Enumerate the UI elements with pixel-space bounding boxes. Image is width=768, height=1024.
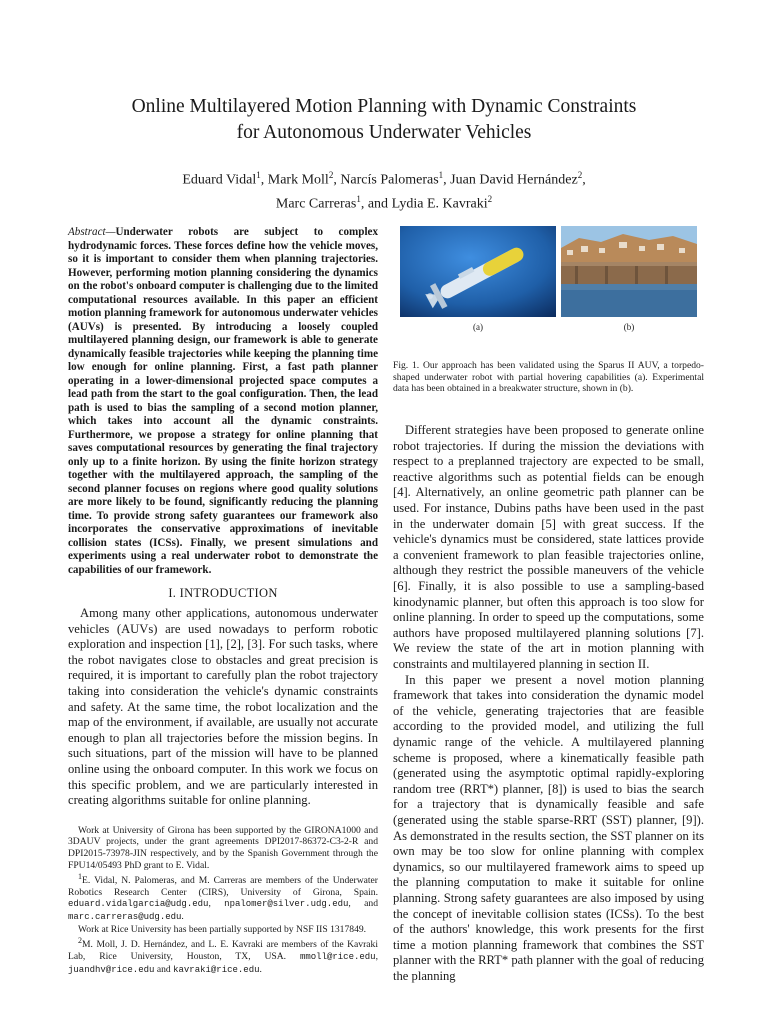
author-affiliation: 1 <box>356 193 361 204</box>
author-separator: , <box>443 172 451 188</box>
author-list <box>60 166 708 213</box>
email-link[interactable]: kavraki@rice.edu <box>173 964 260 975</box>
subfigure-label-b: (b) <box>623 322 635 332</box>
author-line-2 <box>60 190 708 214</box>
author-separator: , and <box>360 196 392 212</box>
breakwater-image <box>561 226 697 317</box>
author-name: Marc Carreras <box>275 196 357 212</box>
footnote-text: E. Vidal, N. Palomeras, and M. Carreras are members of the Underwater Robotics Research Center (CIRS), University of Girona, Spain. <box>68 875 378 898</box>
paper-title <box>60 94 708 146</box>
intro-paragraph: Among many other applications, autonomous underwater vehicles (AUVs) are used nowadays to perform robotic exploration and inspection [1], [2], [3]. For such tasks, where the robot navigates close to obstacles and great precision is required, it is important to carefully plan the robot trajectory taking into consideration the vehicle's dynamic constraints and safety. At the same time, the robot localization and the map of the environment, if available, are usually not accurate enough to plan all trajectories before the mission begins. In such situations, part of the mission will have to be planned online using the onboard computer. In this work we focus on this specific problem, and we are particularly interested in creating algorithms suitable for online planning. <box>68 606 378 808</box>
sparus-auv-image <box>400 226 556 317</box>
auv-photo <box>400 226 556 317</box>
subfigure-label-a: (a) <box>473 322 483 332</box>
author-name: Lydia E. Kavraki <box>391 196 488 212</box>
email-link[interactable]: marc.carreras@udg.edu <box>68 912 182 923</box>
author-separator: , <box>333 172 341 188</box>
figure-caption: Fig. 1. Our approach has been validated using the Sparus II AUV, a torpedo-shaped underwater robot with partial hovering capabilities (a). Experimental data has been obtained in a breakwater structure, shown in (b). <box>393 360 704 395</box>
body-paragraph: Different strategies have been proposed to generate online robot trajectories. If during the mission the deviations with respect to a preplanned trajectory are expected to be small, reactive algorithms such as potential fields can be enough [4]. Alternatively, an online geometric path planner can be used. For instance, Dubins paths have been used in the past in the underwater domain [5] with great success. If the vehicle's dynamics must be considered, state lattices provide a convenient framework to plan feasible trajectories online, although they restrict the possible maneuvers of the vehicle [6]. Finally, it is also possible to use a sampling-based kinodynamic planner, but often this approach is too slow for online planning. In order to speed up the computations, some authors have proposed multilayered planning solutions [7]. We review the state of the art in motion planning with constraints and multilayered planning in section II. <box>393 423 704 672</box>
right-column <box>393 226 704 984</box>
footnote-funding-girona: Work at University of Girona has been supported by the GIRONA1000 and 3DAUV projects, under the grant agreements DPI2017-86372-C3-2-R and DPI2015-73978-JIN respectively, and by the Spanish Government through the FPU14/05493 PhD grant to E. Vidal. <box>68 824 378 871</box>
footnote-funding-rice: Work at Rice University has been partially supported by NSF IIS 1317849. <box>78 923 367 935</box>
author-name: Narcís Palomeras <box>340 172 439 188</box>
author-name: Mark Moll <box>267 172 329 188</box>
footnote-conjunction: and <box>364 898 378 910</box>
breakwater-photo <box>561 226 697 317</box>
author-affiliation: 1 <box>256 170 261 180</box>
email-link[interactable]: juandhv@rice.edu <box>68 964 155 975</box>
section-heading-introduction: I. INTRODUCTION <box>168 586 278 600</box>
footnote-conjunction: and <box>156 963 171 975</box>
author-affiliation: 2 <box>328 170 334 180</box>
email-link[interactable]: mmoll@rice.edu <box>299 952 376 963</box>
right-column-text <box>393 423 704 984</box>
author-affiliation: 2 <box>577 170 583 180</box>
title-line-1: Online Multilayered Motion Planning with Dynamic Constraints <box>131 96 637 117</box>
footnote-marker: 2 <box>78 936 82 946</box>
footnote-text: M. Moll, J. D. Hernández, and L. E. Kavraki are members of the Kavraki Lab, Rice University, Houston, TX, USA. <box>68 939 378 963</box>
author-line-1 <box>60 166 708 190</box>
author-separator: , <box>260 172 268 188</box>
footnote-affiliation-girona: $^1$E. Vidal, N. Palomeras, and M. Carreras are members of the Underwater Robotics Research Center (CIRS), University of Girona, Spain. eduard.vidalgarcia@udg.edu, npalomer@silver.udg.edu, and marc.carreras@udg.edu. <box>68 872 378 923</box>
author-separator: , <box>582 172 586 188</box>
abstract <box>68 226 378 577</box>
body-paragraph: In this paper we present a novel motion planning framework that takes into consideration the dynamic model of the vehicle, generating trajectories that are feasible according to the provided model, and utilizing the full dynamic range of the vehicle. A multilayered planning scheme is proposed, where a kinematically feasible path (generated using the asymptotic optimal rapidly-exploring random tree (RRT*) planner, [8]) is used to bias the search for a trajectory that is dynamically feasible and safe (generated using the stable sparse-RRT (SST) planner, [9]). As demonstrated in the results section, the SST planner on its own may be too slow for online planning with complex dynamics, so our multilayered framework aims to speed up the planning computation to make it suitable for online planning. Strong safety guarantees are also imposed by using the concept of inevitable collision states (ICSs). To the best of the authors' knowledge, this work presents for the first time a motion planning framework that combines the SST planner with the RRT* path planner with the goal of reducing the planning <box>393 672 704 983</box>
email-link[interactable]: npalomer@silver.udg.edu <box>224 899 349 910</box>
figure-1 <box>393 226 704 360</box>
author-name: Eduard Vidal <box>182 172 257 188</box>
abstract-text: Underwater robots are subject to complex hydrodynamic forces. These forces define how the vehicle moves, so it is important to consider them when planning trajectories. However, performing motion planning considering the dynamics on the robot's onboard computer is challenging due to the limited computational resources available. In this paper an efficient motion planning framework for autonomous underwater vehicles (AUVs) is presented. By introducing a loosely coupled multilayered planning design, our framework is able to generate dynamically feasible trajectories while keeping the planning time low enough for online planning. First, a fast path planner operating in a lower-dimensional projected space computes a lead path from the start to the goal configuration. Then, the lead path is used to bias the sampling of a second motion planner, which takes into account all the dynamic constraints. Furthermore, we propose a strategy for online planning that saves computational resources by generating the final trajectory only up to a finite horizon. By using the finite horizon strategy together with the multilayered approach, the sampling of the second planner focuses on regions where good quality solutions are more likely to be found, significantly reducing the planning time. To provide strong safety guarantees our framework also incorporates the conservative approximations of inevitable collision states (ICSs). Finally, we present simulations and experiments using a real underwater robot to demonstrate the capabilities of our framework. <box>68 226 378 576</box>
footnote-affiliation-rice: $^2$M. Moll, J. D. Hernández, and L. E. Kavraki are members of the Kavraki Lab, Rice University, Houston, TX, USA. mmoll@rice.edu, juandhv@rice.edu and kavraki@rice.edu. <box>68 936 378 975</box>
author-affiliation: 2 <box>487 193 493 204</box>
email-link[interactable]: eduard.vidalgarcia@udg.edu <box>68 899 209 910</box>
author-name: Juan David Hernández <box>450 172 578 188</box>
footnotes <box>68 825 378 977</box>
left-column <box>68 226 378 976</box>
footnote-marker: 1 <box>78 872 82 882</box>
title-line-2: for Autonomous Underwater Vehicles <box>236 122 532 143</box>
abstract-label: Abstract— <box>68 226 116 238</box>
author-affiliation: 1 <box>438 170 444 180</box>
